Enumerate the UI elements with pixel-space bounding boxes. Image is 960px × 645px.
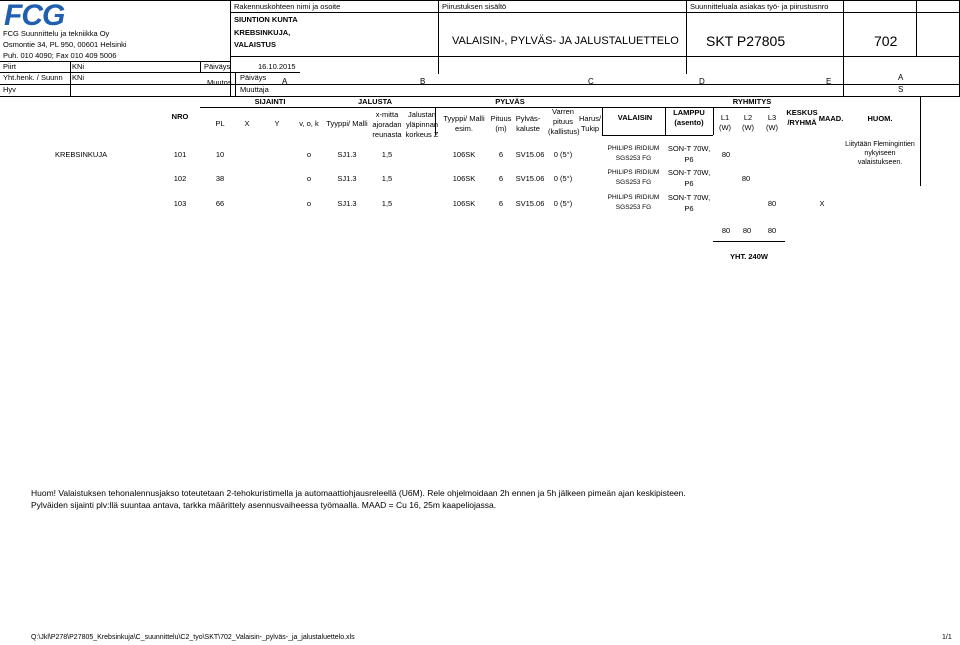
project-label: Rakennuskohteen nimi ja osoite: [234, 2, 341, 11]
page-indicator: 1/1: [942, 634, 952, 641]
revision-last: A: [898, 73, 904, 82]
col-l2: L2 (W): [741, 113, 755, 132]
total-l2: 80: [742, 226, 752, 235]
col-vok: v, o, k: [299, 119, 319, 128]
group-ryhmitys: RYHMITYS: [732, 97, 772, 106]
cell-valaisin1: PHILIPS IRIDIUM: [607, 169, 660, 176]
cell-pl: 102: [173, 174, 187, 183]
revision-e: E: [826, 77, 832, 86]
cell-kaluste: SV15.06: [515, 150, 545, 159]
cell-pituus: 6: [498, 150, 504, 159]
cell-vok: o: [306, 199, 312, 208]
cell-huom: Liitytään Flemingintien nykyiseen valaistukseen.: [845, 141, 915, 166]
cell-x: 66: [215, 199, 225, 208]
paivays-label: Päiväys: [204, 62, 231, 71]
muutos-label: Muutos: [207, 78, 232, 87]
col-x: X: [244, 119, 250, 128]
cell-tyyppi: SJ1.3: [337, 150, 357, 159]
project-line3: VALAISTUS: [234, 40, 276, 49]
cell-xmitta: 1,5: [381, 174, 393, 183]
total-yht: YHT. 240W: [730, 252, 768, 261]
content-title: VALAISIN-, PYLVÄS- JA JALUSTALUETTELO: [452, 35, 679, 47]
col-pylvas-tyyppi: Tyyppi/ Malli esim.: [443, 114, 485, 133]
cell-lamppu1: SON-T 70W,: [667, 144, 711, 153]
cell-valaisin2: SGS253 FG: [615, 204, 652, 211]
yht-label: Yht.henk. / Suunn: [3, 73, 63, 82]
col-y: Y: [274, 119, 280, 128]
paivays-value: 16.10.2015: [258, 62, 296, 71]
revision-last-sub: S: [898, 85, 904, 94]
col-maad: MAAD.: [818, 114, 844, 123]
project-line1: SIUNTION KUNTA: [234, 15, 298, 24]
cell-pl: 103: [173, 199, 187, 208]
col-tyyppi-malli: Tyyppi/ Malli: [326, 119, 368, 128]
col-harus: Harus/ Tukip: [578, 114, 602, 133]
file-path: Q:\Jkl\P278\P27805_Krebsinkuja\C_suunnittelu\C2_tyo\SKT\702_Valaisin-_pylväs-_ja_jalustaluettelo.xls: [31, 634, 355, 641]
drawing-page: 702: [874, 33, 898, 49]
cell-l2: 80: [741, 174, 751, 183]
client-label: Suunnitteluala asiakas työ- ja piirustusnro: [690, 2, 829, 11]
cell-l1: 80: [721, 150, 731, 159]
muutos-muuttaja: Muuttaja: [240, 85, 269, 94]
cell-kaluste: SV15.06: [515, 174, 545, 183]
total-l3: 80: [767, 226, 777, 235]
col-nro: NRO: [171, 112, 189, 121]
piirt-value: KNi: [72, 62, 85, 71]
note-line2: Pylväiden sijainti plv:llä suuntaa antava, tarkka määrittely asennusvaiheessa työmaalla. MAAD = Cu 16, 25m kaapeliojassa.: [31, 500, 497, 510]
col-lamppu: LAMPPU (asento): [673, 108, 705, 127]
cell-valaisin1: PHILIPS IRIDIUM: [607, 145, 660, 152]
note-line1: Huom! Valaistuksen tehonalennusjakso toteutetaan 2-tehokuristimella ja automaattiohjausreleellä (U6M). Rele ohjelmoidaan 2h ennen ja 5h jälkeen pimeän ajan keskipisteen.: [31, 488, 686, 498]
cell-ptyyppi: 106SK: [452, 199, 476, 208]
revision-c: C: [588, 77, 594, 86]
company-address: Osmontie 34, PL 950, 00601 Helsinki: [3, 40, 127, 49]
col-l1: L1 (W): [718, 113, 732, 132]
cell-l3: 80: [767, 199, 777, 208]
cell-pl: 101: [173, 150, 187, 159]
content-label: Piirustuksen sisältö: [442, 2, 507, 11]
piirt-label: Piirt: [3, 62, 16, 71]
col-varren: Varren pituus (kallistus): [548, 107, 580, 136]
cell-varsi: 0 (5°): [553, 199, 573, 208]
col-pl: PL: [215, 119, 225, 128]
cell-valaisin2: SGS253 FG: [615, 155, 652, 162]
cell-pituus: 6: [498, 199, 504, 208]
cell-xmitta: 1,5: [381, 150, 393, 159]
cell-x: 38: [215, 174, 225, 183]
cell-ptyyppi: 106SK: [452, 174, 476, 183]
drawing-number: SKT P27805: [706, 33, 786, 49]
group-pylvas: PYLVÄS: [495, 97, 525, 106]
cell-lamppu1: SON-T 70W,: [667, 168, 711, 177]
cell-tyyppi: SJ1.3: [337, 199, 357, 208]
cell-x: 10: [215, 150, 225, 159]
cell-lamppu2: P6: [684, 204, 694, 213]
muutos-paivays: Päiväys: [240, 73, 267, 82]
revision-a: A: [282, 77, 288, 86]
cell-lamppu2: P6: [684, 179, 694, 188]
company-phone: Puh. 010 4090; Fax 010 409 5006: [3, 51, 117, 60]
cell-lamppu2: P6: [684, 155, 694, 164]
cell-varsi: 0 (5°): [553, 174, 573, 183]
revision-b: B: [420, 77, 426, 86]
cell-lamppu1: SON-T 70W,: [667, 193, 711, 202]
col-pylvaskaluste: Pylväs-kaluste: [515, 114, 541, 133]
col-l3: L3 (W): [765, 113, 779, 132]
col-x-mitta: x-mitta ajoradan reunasta: [372, 110, 402, 139]
cell-valaisin2: SGS253 FG: [615, 179, 652, 186]
cell-valaisin1: PHILIPS IRIDIUM: [607, 194, 660, 201]
cell-varsi: 0 (5°): [553, 150, 573, 159]
col-valaisin: VALAISIN: [617, 113, 653, 122]
col-pituus: Pituus (m): [490, 114, 512, 133]
col-keskus: KESKUS /RYHMÄ: [786, 108, 818, 127]
yht-value: KNi: [72, 73, 85, 82]
revision-d: D: [699, 77, 705, 86]
company-name: FCG Suunnittelu ja tekniikka Oy: [3, 29, 110, 38]
cell-vok: o: [306, 174, 312, 183]
cell-ptyyppi: 106SK: [452, 150, 476, 159]
street-name: KREBSINKUJA: [55, 150, 108, 159]
col-huom: HUOM.: [867, 114, 893, 123]
cell-xmitta: 1,5: [381, 199, 393, 208]
cell-pituus: 6: [498, 174, 504, 183]
group-jalusta: JALUSTA: [357, 97, 393, 106]
col-jalustan: Jalustan yläpinnan korkeus Z: [405, 110, 439, 139]
cell-maad: X: [819, 199, 825, 208]
cell-vok: o: [306, 150, 312, 159]
cell-tyyppi: SJ1.3: [337, 174, 357, 183]
hyv-label: Hyv: [3, 85, 16, 94]
company-logo: FCG: [4, 0, 65, 32]
total-l1: 80: [721, 226, 731, 235]
project-line2: KREBSINKUJA,: [234, 28, 291, 37]
cell-kaluste: SV15.06: [515, 199, 545, 208]
group-sijainti: SIJAINTI: [254, 97, 286, 106]
